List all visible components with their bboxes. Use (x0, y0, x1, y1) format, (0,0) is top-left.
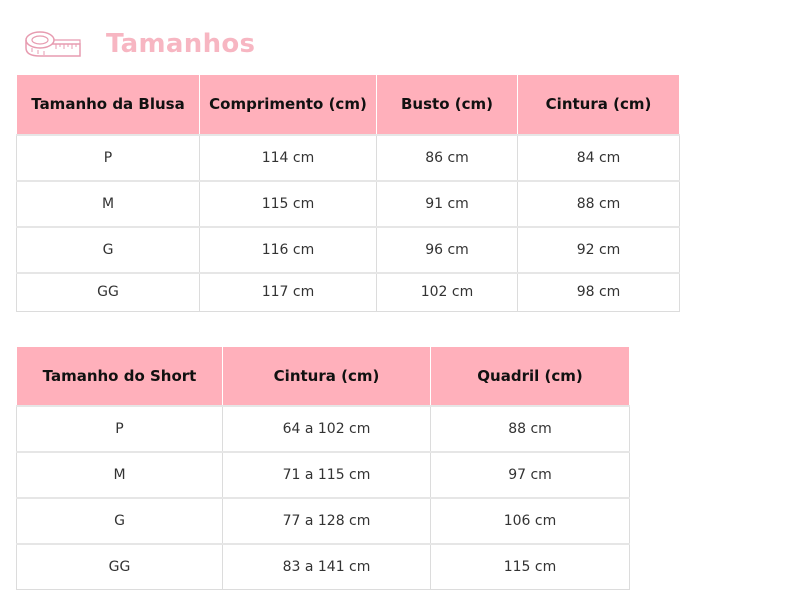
table-cell: 116 cm (200, 227, 377, 273)
table-header-row (17, 75, 680, 135)
column-header: Cintura (cm) (518, 75, 680, 135)
table-cell: P (17, 406, 223, 452)
column-header: Cintura (cm) (223, 347, 431, 406)
table-cell: G (17, 498, 223, 544)
measuring-tape-icon (24, 24, 82, 64)
table-cell: 98 cm (518, 273, 680, 312)
table-cell: P (17, 135, 200, 181)
table-cell: GG (17, 273, 200, 312)
table-cell: M (17, 452, 223, 498)
table-row (17, 406, 630, 452)
table-cell: 83 a 141 cm (223, 544, 431, 590)
table-row (17, 544, 630, 590)
table-cell: 64 a 102 cm (223, 406, 431, 452)
table-cell: M (17, 181, 200, 227)
table-header-row (17, 347, 630, 406)
table-row (17, 181, 680, 227)
table-row (17, 273, 680, 312)
table-cell: 97 cm (431, 452, 630, 498)
table-row (17, 135, 680, 181)
column-header: Comprimento (cm) (200, 75, 377, 135)
table-cell: 77 a 128 cm (223, 498, 431, 544)
table-cell: 115 cm (431, 544, 630, 590)
page-title: Tamanhos (106, 29, 256, 59)
table-cell: 71 a 115 cm (223, 452, 431, 498)
short-size-table (16, 346, 630, 590)
column-header: Busto (cm) (377, 75, 518, 135)
table-cell: 92 cm (518, 227, 680, 273)
table-row (17, 227, 680, 273)
column-header: Tamanho do Short (17, 347, 223, 406)
table-cell: 106 cm (431, 498, 630, 544)
table-cell: 114 cm (200, 135, 377, 181)
table-cell: 96 cm (377, 227, 518, 273)
table-cell: 91 cm (377, 181, 518, 227)
table-cell: 88 cm (518, 181, 680, 227)
table-cell: G (17, 227, 200, 273)
table-cell: 115 cm (200, 181, 377, 227)
table-cell: 86 cm (377, 135, 518, 181)
column-header: Quadril (cm) (431, 347, 630, 406)
page-header (24, 24, 255, 64)
table-cell: 84 cm (518, 135, 680, 181)
table-cell: GG (17, 544, 223, 590)
blusa-size-table (16, 74, 680, 312)
table-cell: 88 cm (431, 406, 630, 452)
table-row (17, 498, 630, 544)
table-row (17, 452, 630, 498)
column-header: Tamanho da Blusa (17, 75, 200, 135)
table-cell: 117 cm (200, 273, 377, 312)
table-cell: 102 cm (377, 273, 518, 312)
